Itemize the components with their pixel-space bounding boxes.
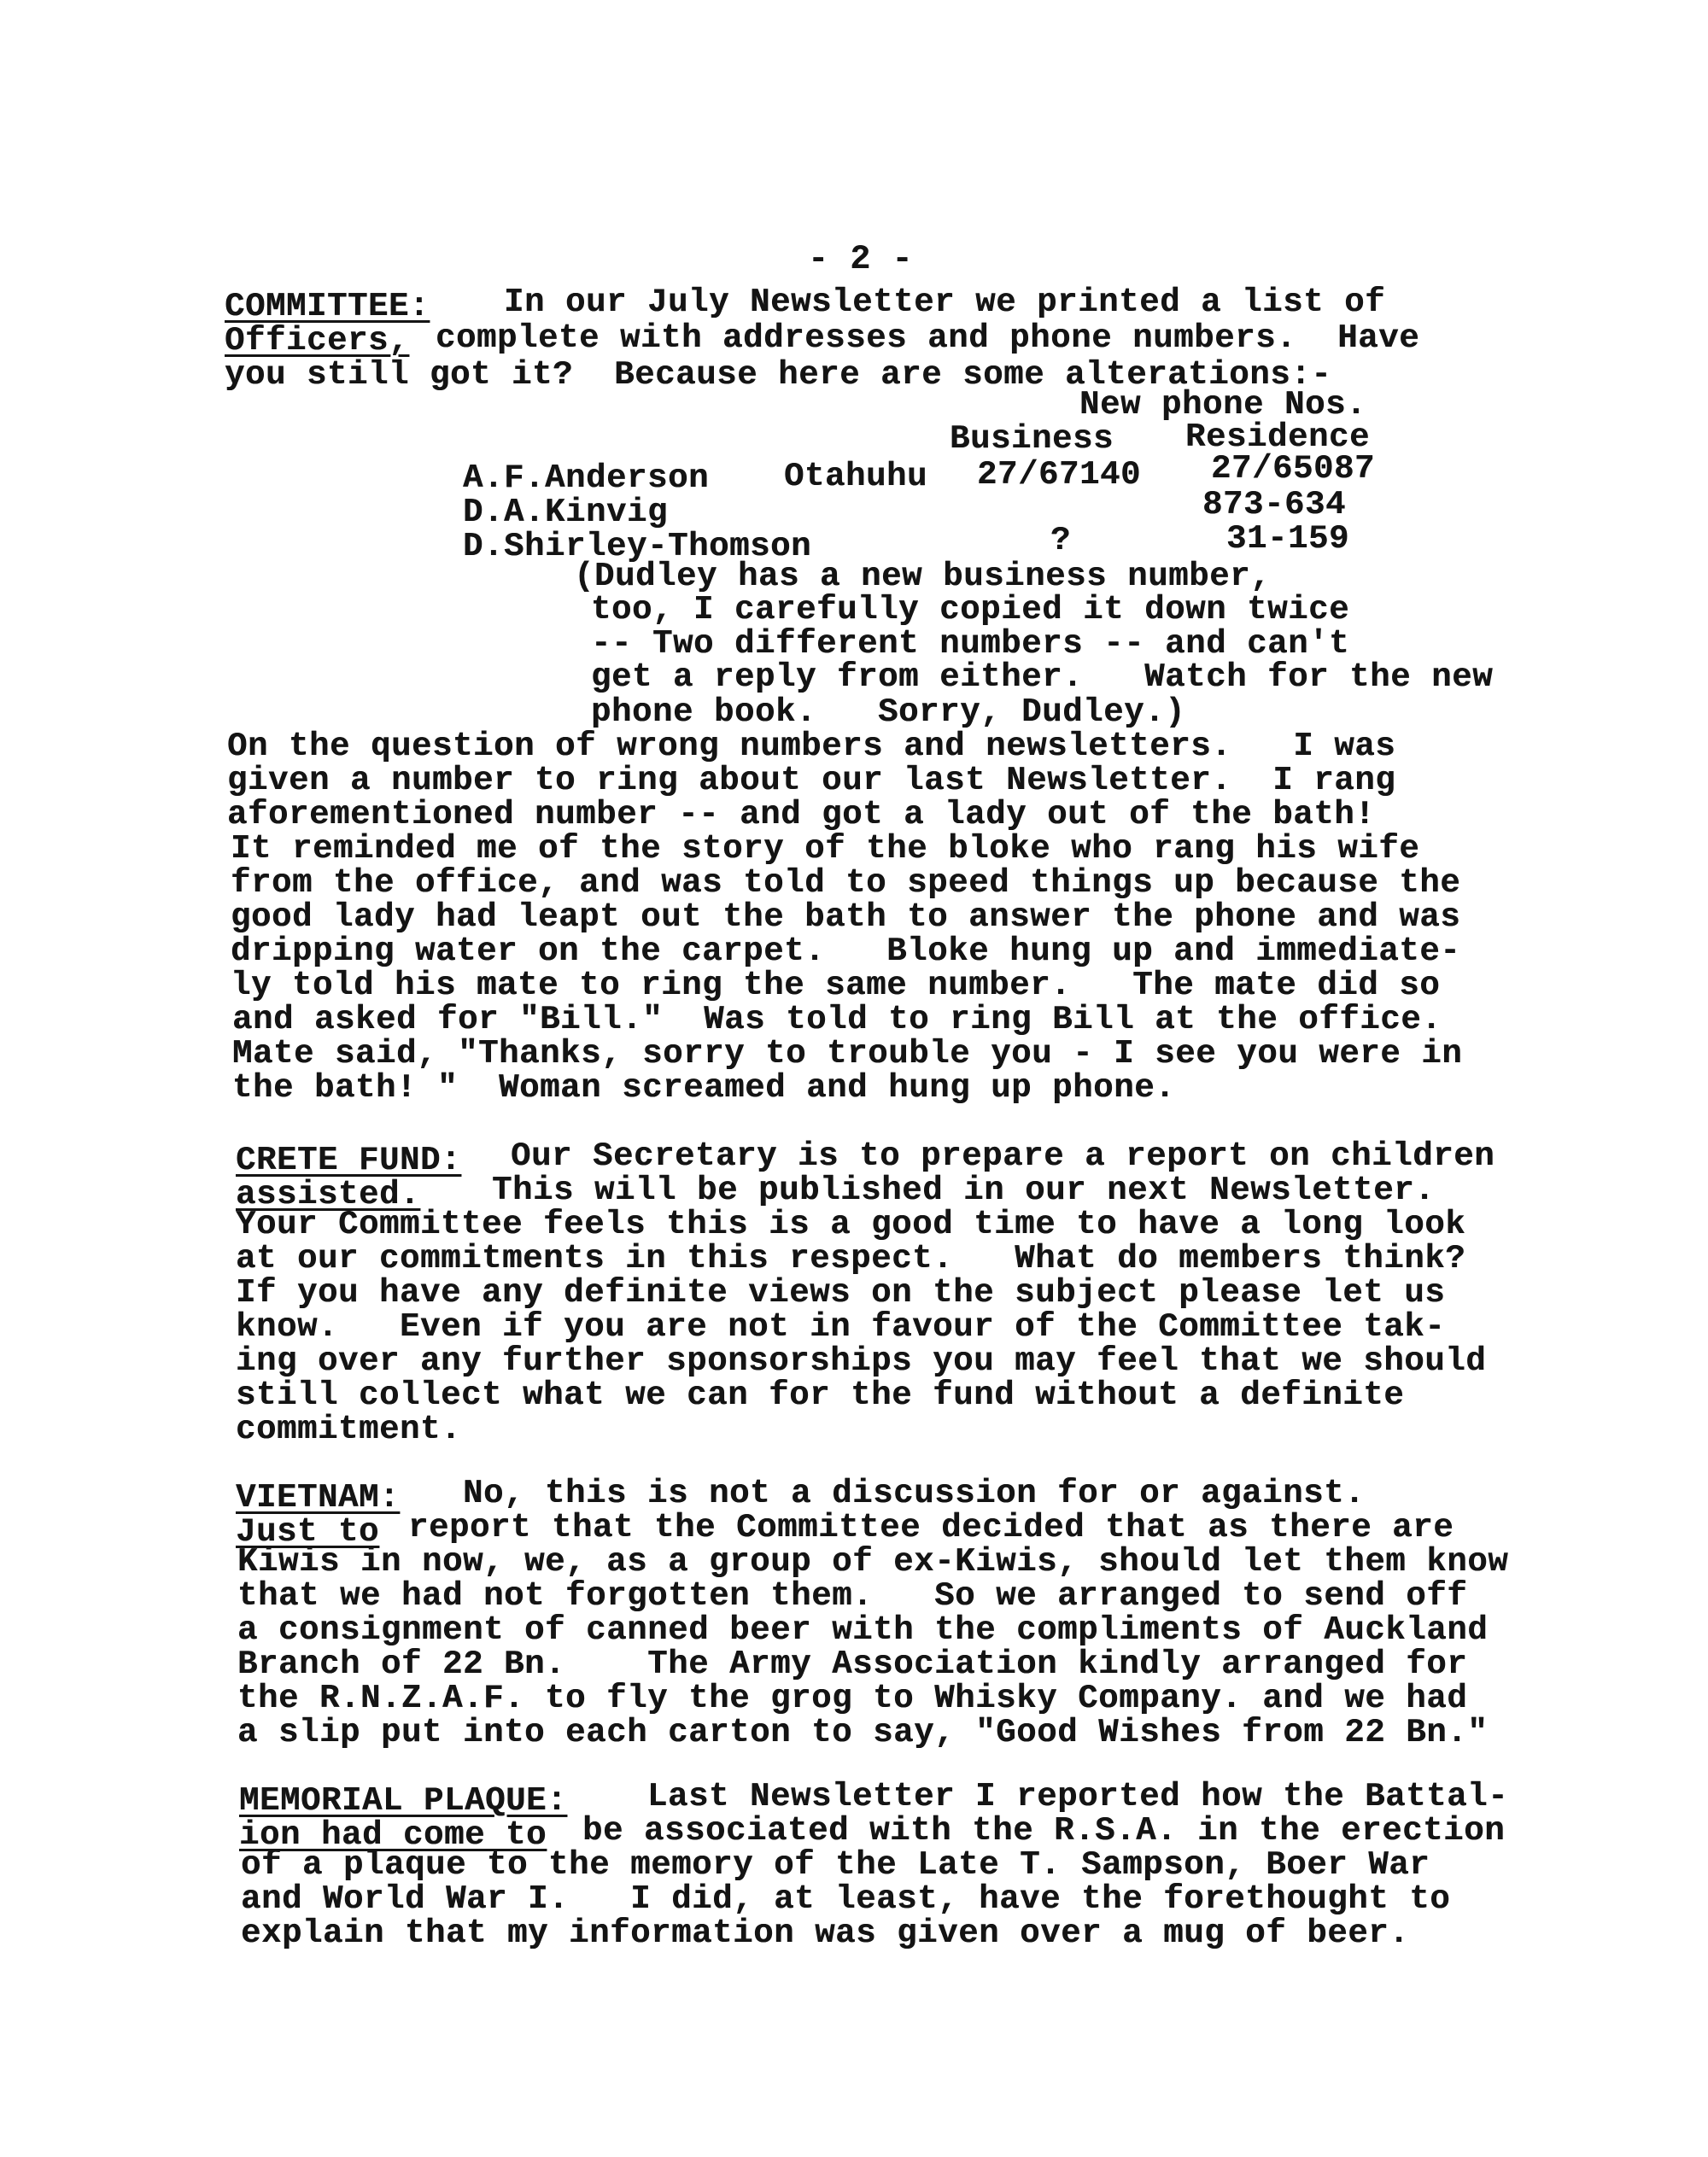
committee-intro-line: you still got it? Because here are some alterations:- [225, 356, 1332, 394]
crete-fund-line: Our Secretary is to prepare a report on children [511, 1137, 1495, 1175]
officer-residence-phone: 873-634 [1202, 486, 1347, 523]
note-line: too, I carefully copied it down twice [591, 591, 1350, 628]
memorial-plaque-line: and World War I. I did, at least, have the forethought to [241, 1880, 1451, 1918]
phone-table-column-business: Business [950, 420, 1114, 458]
story-line: the bath! " Woman screamed and hung up phone. [232, 1069, 1176, 1107]
committee-heading-continued: Officers, [225, 322, 410, 360]
vietnam-line: report that the Committee decided that as there are [408, 1509, 1454, 1546]
crete-fund-line: still collect what we can for the fund without a definite [236, 1377, 1405, 1414]
officer-residence-phone: 27/65087 [1211, 450, 1376, 488]
note-line: -- Two different numbers -- and can't [591, 625, 1350, 663]
memorial-plaque-heading-continued: ion had come to [239, 1816, 547, 1854]
officer-business-phone: 27/67140 [977, 456, 1142, 494]
note-line: get a reply from either. Watch for the new [591, 658, 1494, 696]
note-line: phone book. Sorry, Dudley.) [591, 693, 1186, 731]
story-line: aforementioned number -- and got a lady out of the bath! [227, 796, 1376, 833]
phone-table-group-header: New phone Nos. [1079, 386, 1367, 424]
committee-heading: COMMITTEE: [225, 288, 430, 325]
crete-fund-line: at our commitments in this respect. What do members think? [236, 1240, 1466, 1277]
vietnam-line: Kiwis in now, we, as a group of ex-Kiwis, should let them know [237, 1543, 1509, 1581]
officer-name: A.F.Anderson [463, 459, 710, 497]
note-line: (Dudley has a new business number, [574, 558, 1272, 595]
officer-business-phone: ? [1050, 522, 1072, 559]
vietnam-line: No, this is not a discussion for or against. [463, 1475, 1366, 1512]
memorial-plaque-heading: MEMORIAL PLAQUE: [239, 1782, 568, 1820]
story-line: and asked for "Bill." Was told to ring Bill at the office. [232, 1001, 1442, 1038]
crete-fund-line: ing over any further sponsorships you may feel that we should [236, 1342, 1487, 1380]
page-number: - 2 - [808, 241, 914, 279]
crete-fund-line: know. Even if you are not in favour of the Committee tak- [236, 1308, 1446, 1346]
memorial-plaque-line: be associated with the R.S.A. in the erection [582, 1812, 1506, 1850]
committee-intro-line: In our July Newsletter we printed a list of [504, 284, 1386, 321]
crete-fund-line: Your Committee feels this is a good time to have a long look [236, 1206, 1466, 1243]
memorial-plaque-line: explain that my information was given over a mug of beer. [241, 1914, 1410, 1952]
officer-place: Otahuhu [784, 458, 928, 495]
crete-fund-line: commitment. [236, 1411, 462, 1448]
story-line: dripping water on the carpet. Bloke hung up and immediate- [231, 932, 1461, 970]
officer-name: D.A.Kinvig [463, 494, 669, 531]
vietnam-heading-continued: Just to [236, 1513, 380, 1551]
story-line: given a number to ring about our last Newsletter. I rang [227, 762, 1396, 799]
officer-name: D.Shirley-Thomson [463, 528, 812, 565]
phone-table-column-residence: Residence [1185, 418, 1371, 456]
vietnam-line: the R.N.Z.A.F. to fly the grog to Whisky Company. and we had [237, 1680, 1468, 1717]
story-line: good lady had leapt out the bath to answer the phone and was [231, 898, 1461, 936]
crete-fund-heading: CRETE FUND: [236, 1142, 462, 1179]
officer-residence-phone: 31-159 [1226, 520, 1350, 558]
crete-fund-heading-continued: assisted. [236, 1176, 421, 1213]
memorial-plaque-line: Last Newsletter I reported how the Battal- [647, 1778, 1509, 1815]
committee-intro-line: complete with addresses and phone numbers. Have [436, 319, 1420, 357]
crete-fund-line: This will be published in our next Newsletter. [492, 1172, 1436, 1209]
memorial-plaque-line: of a plaque to the memory of the Late T. Sampson, Boer War [241, 1846, 1430, 1884]
vietnam-line: a slip put into each carton to say, "Good Wishes from 22 Bn." [237, 1714, 1489, 1751]
story-line: On the question of wrong numbers and newsletters. I was [227, 728, 1396, 765]
vietnam-line: a consignment of canned beer with the compliments of Auckland [237, 1611, 1489, 1649]
vietnam-line: that we had not forgotten them. So we arranged to send off [237, 1577, 1468, 1615]
story-line: ly told his mate to ring the same number. The mate did so [231, 967, 1441, 1004]
story-line: Mate said, "Thanks, sorry to trouble you - I see you were in [232, 1035, 1463, 1073]
vietnam-heading: VIETNAM: [236, 1479, 401, 1517]
crete-fund-line: If you have any definite views on the subject please let us [236, 1274, 1446, 1312]
story-line: It reminded me of the story of the bloke who rang his wife [231, 830, 1420, 868]
story-line: from the office, and was told to speed things up because the [231, 864, 1461, 902]
vietnam-line: Branch of 22 Bn. The Army Association kindly arranged for [237, 1646, 1468, 1683]
